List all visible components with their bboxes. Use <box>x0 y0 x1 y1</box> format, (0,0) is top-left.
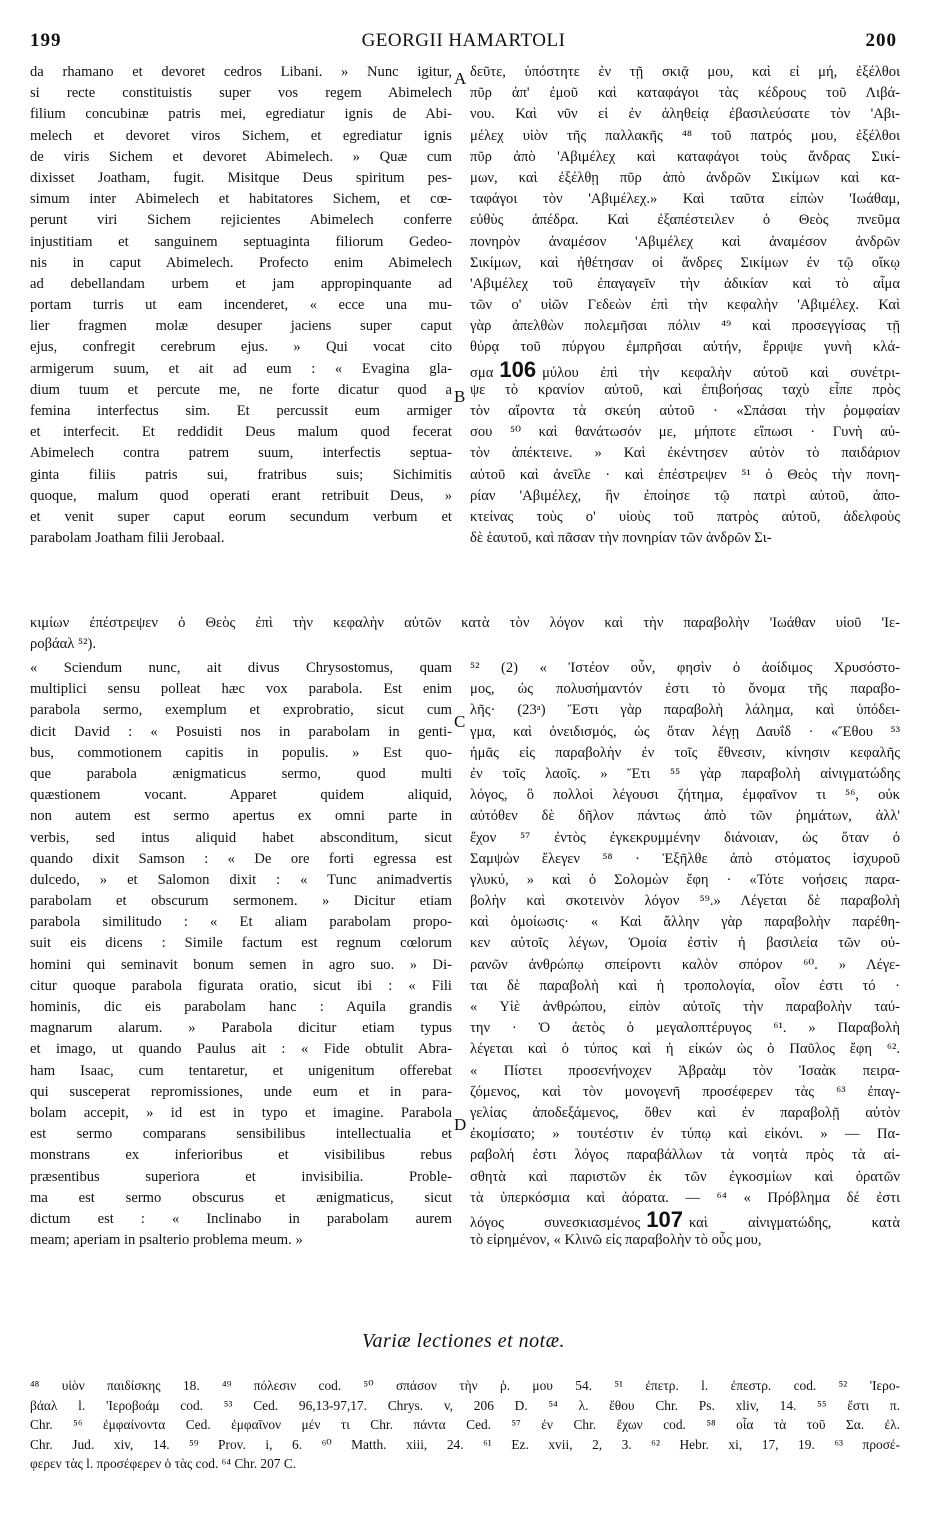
text-line: τὸ εἰρημένον, « Κλινῶ εἰς παραβολὴν τὸ οὖς μου, <box>470 1232 762 1249</box>
text-line: hominis, dic eis parabolam hanc : Aquila grandis <box>30 999 452 1015</box>
text-line: non autem est sermo apertus ex omni parte in <box>30 808 452 825</box>
text-line: parabola sermo, exemplum et exprobratio, sicut cum <box>30 702 452 719</box>
text-line: γὰρ ἀπελθὼν πολεμῆσαι πόλιν ⁴⁹ καὶ προσεγγίσας τῇ <box>470 318 900 335</box>
text-line: parabola similitudo : « Et aliam parabolam propo- <box>30 914 452 931</box>
text-line: ἐκομίσατο; » τουτέστιν ἐν τύπῳ καὶ εἰκόνι. » — Πα- <box>470 1126 900 1143</box>
text-line: parabolam et obscurum sermonem. » Dicitur etiam <box>30 893 452 910</box>
text-line: λῆς· (23ᵃ) Ἔστι γὰρ παραβολὴ λάλημα, καὶ ὑπόδει- <box>470 702 900 719</box>
text-line: lier fragmen molæ desuper jaciens super caput <box>30 318 452 335</box>
greek-column-bottom <box>470 658 900 1251</box>
text-line: ται δὲ παραβολὴ καὶ ἡ τροπολογία, οἷον ἐστι τό · <box>470 977 900 994</box>
text-line: γμα, καὶ ὀνειδισμός, ὡς ὅταν λέγῃ Δαυΐδ · «Ἔθου ⁵³ <box>470 723 900 740</box>
text-line: quæstionem vocant. Apparet quidem aliquid, <box>30 787 452 804</box>
text-line: citur quoque parabola figurata oratio, sicut ibi : « Fili <box>30 977 452 994</box>
latin-column-top <box>30 62 452 549</box>
text-line: τὸν αἴροντα τὰ σκεύη αὐτοῦ · «Σπάσαι τὴν ῥομφαίαν <box>470 403 900 419</box>
text-line: κιμίων ἐπέστρεψεν ὁ Θεὸς ἐπὶ τὴν κεφαλὴν αὐτῶν κατὰ τὸν λόγον καὶ τὴν παραβολὴν 'Ιωάθαν υἱοῦ 'Ιε- <box>30 615 900 631</box>
text-line: et venit super caput eorum secundum verbum et <box>30 508 452 525</box>
text-line: σθητὰ καὶ παριστῶν ἐκ τῶν ἐγκοσμίων καὶ ὁρατῶν <box>470 1168 900 1185</box>
text-line: meam; aperiam in psalterio problema meum. » <box>30 1232 303 1249</box>
text-line: et interfecit. Et reddidit Deus malum quod fecerat <box>30 424 452 441</box>
text-line: μων, καὶ ἐξέλθῃ πῦρ ἀπὸ ἀνδρῶν Σικίμων καὶ κα- <box>470 169 900 186</box>
greek-column-top <box>470 62 900 549</box>
variant-readings-notes <box>30 1376 900 1474</box>
text-line: Chr. Jud. xiv, 14. ⁵⁹ Prov. i, 6. ⁶⁰ Matth. xiii, 24. ⁶¹ Ez. xvii, 2, 3. ⁶² Hebr. xi, 17, 19. ⁶³ προσέ- <box>30 1436 900 1452</box>
text-line: qui susceperat repromissiones, unde eum et in para- <box>30 1083 452 1100</box>
text-line: βολὴν καὶ σκοτεινὸν λόγον ⁵⁹.» Λέγεται δὲ παραβολὴ <box>470 893 900 910</box>
text-line: dulcedo, » et Salomon dixit : « Tunc animadvertis <box>30 871 452 888</box>
text-line: « Πίστει προσενήνοχεν Ἀβραὰμ τὸν Ἰσαὰκ πειρα- <box>470 1062 900 1079</box>
text-line: πῦρ ἀπὸ 'Αβιμέλεχ καὶ καταφάγοι τοὺς ἄνδρας Σικί- <box>470 148 900 165</box>
text-fragment: μύλου ἐπὶ τὴν κεφαλὴν αὐτοῦ καὶ συνέτρι- <box>542 364 900 380</box>
text-line: Abimelech contra patrem suum, interfectis septua- <box>30 445 452 462</box>
text-line: dium tuum et percute me, ne forte dicatur quod a <box>30 381 452 398</box>
text-line: ἡμᾶς εἰς παραβολὴν ἐν τοῖς ἔθνεσιν, κίνησιν κεφαλῆς <box>470 744 900 761</box>
text-line: μος, ὡς πολυσήμαντόν ἐστι τὸ ὄνομα τῆς παραβο- <box>470 681 900 698</box>
text-line: ροβάαλ ⁵²). <box>30 636 96 653</box>
text-line: ad debellandam urbem et jam appropinquante ad <box>30 275 452 292</box>
text-line: quoque, malum quod operati erant retribuit Deus, » <box>30 487 452 504</box>
text-line: δεῦτε, ὑπόστητε ἐν τῇ σκιᾷ μου, καὶ εἰ μή, ἐξέλθοι <box>470 64 900 80</box>
text-line: Σικίμων, καὶ ἠθέτησαν οἱ ἄνδρες Σικίμων ἐν τῷ οἴκῳ <box>470 254 900 271</box>
text-line: αὐτοῦ καὶ ἀνεῖλε · καὶ ἐπέστρεψεν ⁵¹ ὁ Θεὸς τὴν πονη- <box>470 466 900 483</box>
latin-column-bottom <box>30 658 452 1251</box>
text-line: est sermo comparans sensibilibus intellectualia et <box>30 1126 452 1143</box>
text-line: ejus, confregit cerebrum ejus. » Qui vocat cito <box>30 339 452 356</box>
text-line: την · Ὁ ἀετὸς ὁ μεγαλοπτέρυγος ⁶¹. » Παραβολὴ <box>470 1020 900 1037</box>
text-line: suit eis dicens : Simile factum est regnum cœlorum <box>30 935 452 952</box>
text-line: γλυκύ, » καὶ ὁ Σολομὼν ἔφη · «Τότε νοήσεις παρα- <box>470 871 900 888</box>
text-line: σου ⁵⁰ καὶ θανάτωσόν με, μήποτε εἴπωσι · Γυνὴ αὐ- <box>470 424 900 441</box>
text-line: πονηρὸν ἀναμέσον 'Αβιμέλεχ καὶ ἀναμέσον ἀνδρῶν <box>470 233 900 250</box>
text-line: femina interfectus sim. Et percussit eum armiger <box>30 403 452 419</box>
text-line: armigerum suum, et ait ad eum : « Evagina gla- <box>30 360 452 377</box>
text-line: si recte constituistis super vos regem Abimelech <box>30 85 452 102</box>
text-line: ρανῶν ἀνθρώπῳ σπείροντι καλὸν σπόρον ⁶⁰. » Λέγε- <box>470 956 900 973</box>
text-line: τὰ ὑπερκόσμια καὶ ἀόρατα. — ⁶⁴ « Πρόβλημα δέ ἐστι <box>470 1189 900 1206</box>
text-line: νου. Καὶ νῦν εἰ ἐν ἀληθείᾳ ἐβασιλεύσατε τὸν 'Αβι- <box>470 106 900 123</box>
column-number-left: 199 <box>30 30 62 51</box>
text-line: μέλεχ υἱὸν τῆς παλλακῆς ⁴⁸ τοῦ πατρός μου, ἐξέλθοι <box>470 127 900 144</box>
text-fragment: καὶ αἰνιγματώδης, κατὰ <box>688 1214 900 1231</box>
text-line: portam turris ut eam incenderet, « ecce una mu- <box>30 297 452 314</box>
text-line: ραβολή ἐστι λόγος παραβάλλων τὰ νοητὰ πρὸς τὰ αἰ- <box>470 1147 900 1164</box>
text-line: δὲ ἑαυτοῦ, καὶ πᾶσαν τὴν πονηρίαν τῶν ἀνδρῶν Σι- <box>470 530 772 547</box>
section-marker-a: A <box>454 69 467 88</box>
text-line: αὐτόθεν δὲ δῆλον πάντως ἀπὸ τῶν ῥημάτων, ἀλλ' <box>470 808 900 825</box>
text-line: ham Isaac, cum tentaretur, et unigenitum offerebat <box>30 1062 452 1079</box>
notes-heading: Variæ lectiones et notæ. <box>361 1330 566 1352</box>
text-line: simum inter Abimelech et habitatores Sichem, et cœ- <box>30 191 452 208</box>
text-line: ἔχον ⁵⁷ ἐντὸς ἐγκεκρυμμένην διάνοιαν, ὡς ὅταν ὁ <box>470 829 900 846</box>
text-line: ⁴⁸ υἱὸν παιδίσκης 18. ⁴⁹ πόλεσιν cod. ⁵⁰ σπάσον τὴν ῥ. μου 54. ⁵¹ ἐπετρ. l. ἐπεστρ. cod. ⁵² 'Ιερο- <box>30 1378 900 1393</box>
column-marker-106: 106 <box>499 358 537 380</box>
text-line <box>470 1209 900 1230</box>
text-line: καὶ ὁμοίωσις· « Καὶ ἄλλην γὰρ παραβολὴν παρέθη- <box>470 914 900 931</box>
text-line: λέγεται καὶ ὁ τύπος καὶ ἡ εἰκών ὡς ὁ Παῦλος ἔφη ⁶². <box>470 1041 900 1058</box>
text-line: ζόμενος, καὶ τὸν μονογενῆ προσέφερεν τὰς ⁶³ ἐπαγ- <box>470 1083 900 1100</box>
text-line: βάαλ l. 'Ιεροβοάμ cod. ⁵³ Ced. 96,13-97,17. Chrys. v, 206 D. ⁵⁴ λ. ἔθου Chr. Ps. xliv, 14. ⁵⁵ ἔστι π. <box>30 1397 900 1413</box>
text-line: ma est sermo obscurus et ænigmaticus, sicut <box>30 1189 452 1206</box>
text-line: κεν αὐτοῖς λέγων, Ὁμοία ἐστὶν ἡ βασιλεία τῶν οὐ- <box>470 935 900 952</box>
section-marker-d: D <box>454 1115 467 1134</box>
section-marker-c: C <box>454 712 466 731</box>
text-line: γελίας ἀποδεξάμενος, ὅθεν καὶ ἐν παραβολῇ αὐτὸν <box>470 1104 900 1121</box>
text-line: bus, commotionem capitis in populis. » Est quo- <box>30 744 452 761</box>
text-fragment: λόγος συνεσκιασμένος <box>470 1214 641 1231</box>
text-line: et imago, ut quando Paulus ait : « Fide obtulit Abra- <box>30 1041 452 1058</box>
text-line: homini qui seminavit bonum semen in agro suo. » Di- <box>30 956 452 973</box>
text-line: de viris Sichem et devoret Abimelech. » Quæ cum <box>30 148 452 165</box>
text-line: ψε τὸ κρανίον αὐτοῦ, καὶ ἐπιβοήσας ταχὺ εἶπε πρὸς <box>470 381 900 398</box>
text-line: multiplici sensu polleat hæc vox parabola. Est enim <box>30 681 452 698</box>
text-line: dictum est : « Inclinabo in parabolam aurem <box>30 1210 452 1227</box>
text-line: πῦρ ἀπ' ἐμοῦ καὶ καταφάγοι τὰς κέδρους τοῦ Λιβά- <box>470 85 900 102</box>
section-marker-b: B <box>454 387 466 406</box>
text-line: « Sciendum nunc, ait divus Chrysostomus, quam <box>30 660 452 676</box>
full-width-text <box>30 613 900 655</box>
text-fragment: σμα <box>470 364 494 380</box>
text-line: ginta filiis patris sui, fratribus suis; Sichimitis <box>30 466 452 483</box>
text-line <box>470 359 900 380</box>
text-line: θύρᾳ τοῦ πύργου ἐμπρῆσαι αὐτήν, ἔρριψε γυνὴ κλά- <box>470 339 900 356</box>
column-marker-107: 107 <box>646 1208 683 1231</box>
text-line: parabolam Joatham filii Jerobaal. <box>30 530 225 547</box>
text-line: injustitiam et sanguinem septuaginta filiorum Gedeo- <box>30 233 452 250</box>
text-line: ρίαν 'Αβιμέλεχ, ἣν ἐποίησε τῷ πατρὶ αὐτοῦ, ἀπο- <box>470 487 900 504</box>
text-line: λόγος, ὃ πολλοὶ λέγουσι ζήτημα, ἐμφαῖνον τι ⁵⁶, οὐκ <box>470 787 900 804</box>
text-line: Σαμψὼν ἔλεγεν ⁵⁸ · Ἐξῆλθε ἀπὸ στόματος ἰσχυροῦ <box>470 850 900 867</box>
text-line: bolam accepit, » id est in typo et imagine. Parabola <box>30 1104 452 1121</box>
text-line: melech et devoret viros Sichem, et egrediatur ignis <box>30 127 452 144</box>
text-line: que parabola ænigmaticus sermo, quod multi <box>30 765 452 782</box>
text-line: perunt viri Sichem rejicientes Abimelech conferre <box>30 212 452 229</box>
running-title: GEORGII HAMARTOLI <box>361 30 566 51</box>
text-line: τὸν ἀπέκτεινε. » Καὶ ἐκέντησεν αὐτὸν τὸ παιδάριον <box>470 445 900 462</box>
text-line: τῶν ο' υἱῶν Γεδεὼν ἐπὶ τὴν κεφαλὴν 'Αβιμέλεχ. Καὶ <box>470 297 900 314</box>
text-line: « Υἱὲ ἀνθρώπου, εἰπὸν αὐτοῖς τὴν παραβολὴν ταύ- <box>470 999 900 1015</box>
text-line: 'Αβιμέλεχ τοῦ ἐπαγαγεῖν τὴν ἀδικίαν καὶ τὸ αἷμα <box>470 275 900 292</box>
text-line: magnarum alarum. » Parabola dicitur etiam typus <box>30 1020 452 1037</box>
text-line: φερεν τὰς l. προσέφερεν ὁ τὰς cod. ⁶⁴ Chr. 207 C. <box>30 1456 297 1472</box>
text-line: verbis, sed intus aliquid habet absconditum, sicut <box>30 829 452 846</box>
text-line: dixisset Joatham, fugit. Misitque Deus spiritum pes- <box>30 169 452 186</box>
text-line: monstrans ex inferioribus et visibilibus rebus <box>30 1147 452 1164</box>
text-line: præsentibus superiora et invisibilia. Proble- <box>30 1168 452 1185</box>
text-line: quando dixit Samson : « De ore forti egressa est <box>30 850 452 867</box>
text-line: Chr. ⁵⁶ ἐμφαίνοντα Ced. ἐμφαῖνον μέν τι Chr. πάντα Ced. ⁵⁷ ἐν Chr. ἔχων cod. ⁵⁸ οἷα τὰ τοῦ Σα. ἐλ. <box>30 1417 900 1433</box>
text-line: filium concubinæ patris mei, egrediatur ignis de Abi- <box>30 106 452 123</box>
text-line: κτείνας τοὺς ο' υἱοὺς τοῦ πατρὸς αὐτοῦ, ἀδελφοὺς <box>470 508 900 525</box>
text-line: dicit David : « Posuisti nos in parabolam in genti- <box>30 723 452 740</box>
column-number-right: 200 <box>865 30 897 51</box>
text-line: εὐθὺς ἀπέδρα. Καὶ ἐξαπέστειλεν ὁ Θεὸς πνεῦμα <box>470 212 900 229</box>
text-line: nis in caput Abimelech. Profecto enim Abimelech <box>30 254 452 271</box>
text-line: ταφάγοι τὸν 'Αβιμέλεχ.» Καὶ ταῦτα εἰπὼν 'Ιωάθαμ, <box>470 191 900 208</box>
text-line: da rhamano et devoret cedros Libani. » Nunc igitur, <box>30 64 452 80</box>
text-line: ἐν τοῖς λαοῖς. » Ἔτι ⁵⁵ γὰρ παραβολὴ αἰνιγματώδης <box>470 765 900 782</box>
text-line: ⁵² (2) « Ἰστέον οὖν, φησὶν ὁ ἀοίδιμος Χρυσόστο- <box>470 660 900 676</box>
